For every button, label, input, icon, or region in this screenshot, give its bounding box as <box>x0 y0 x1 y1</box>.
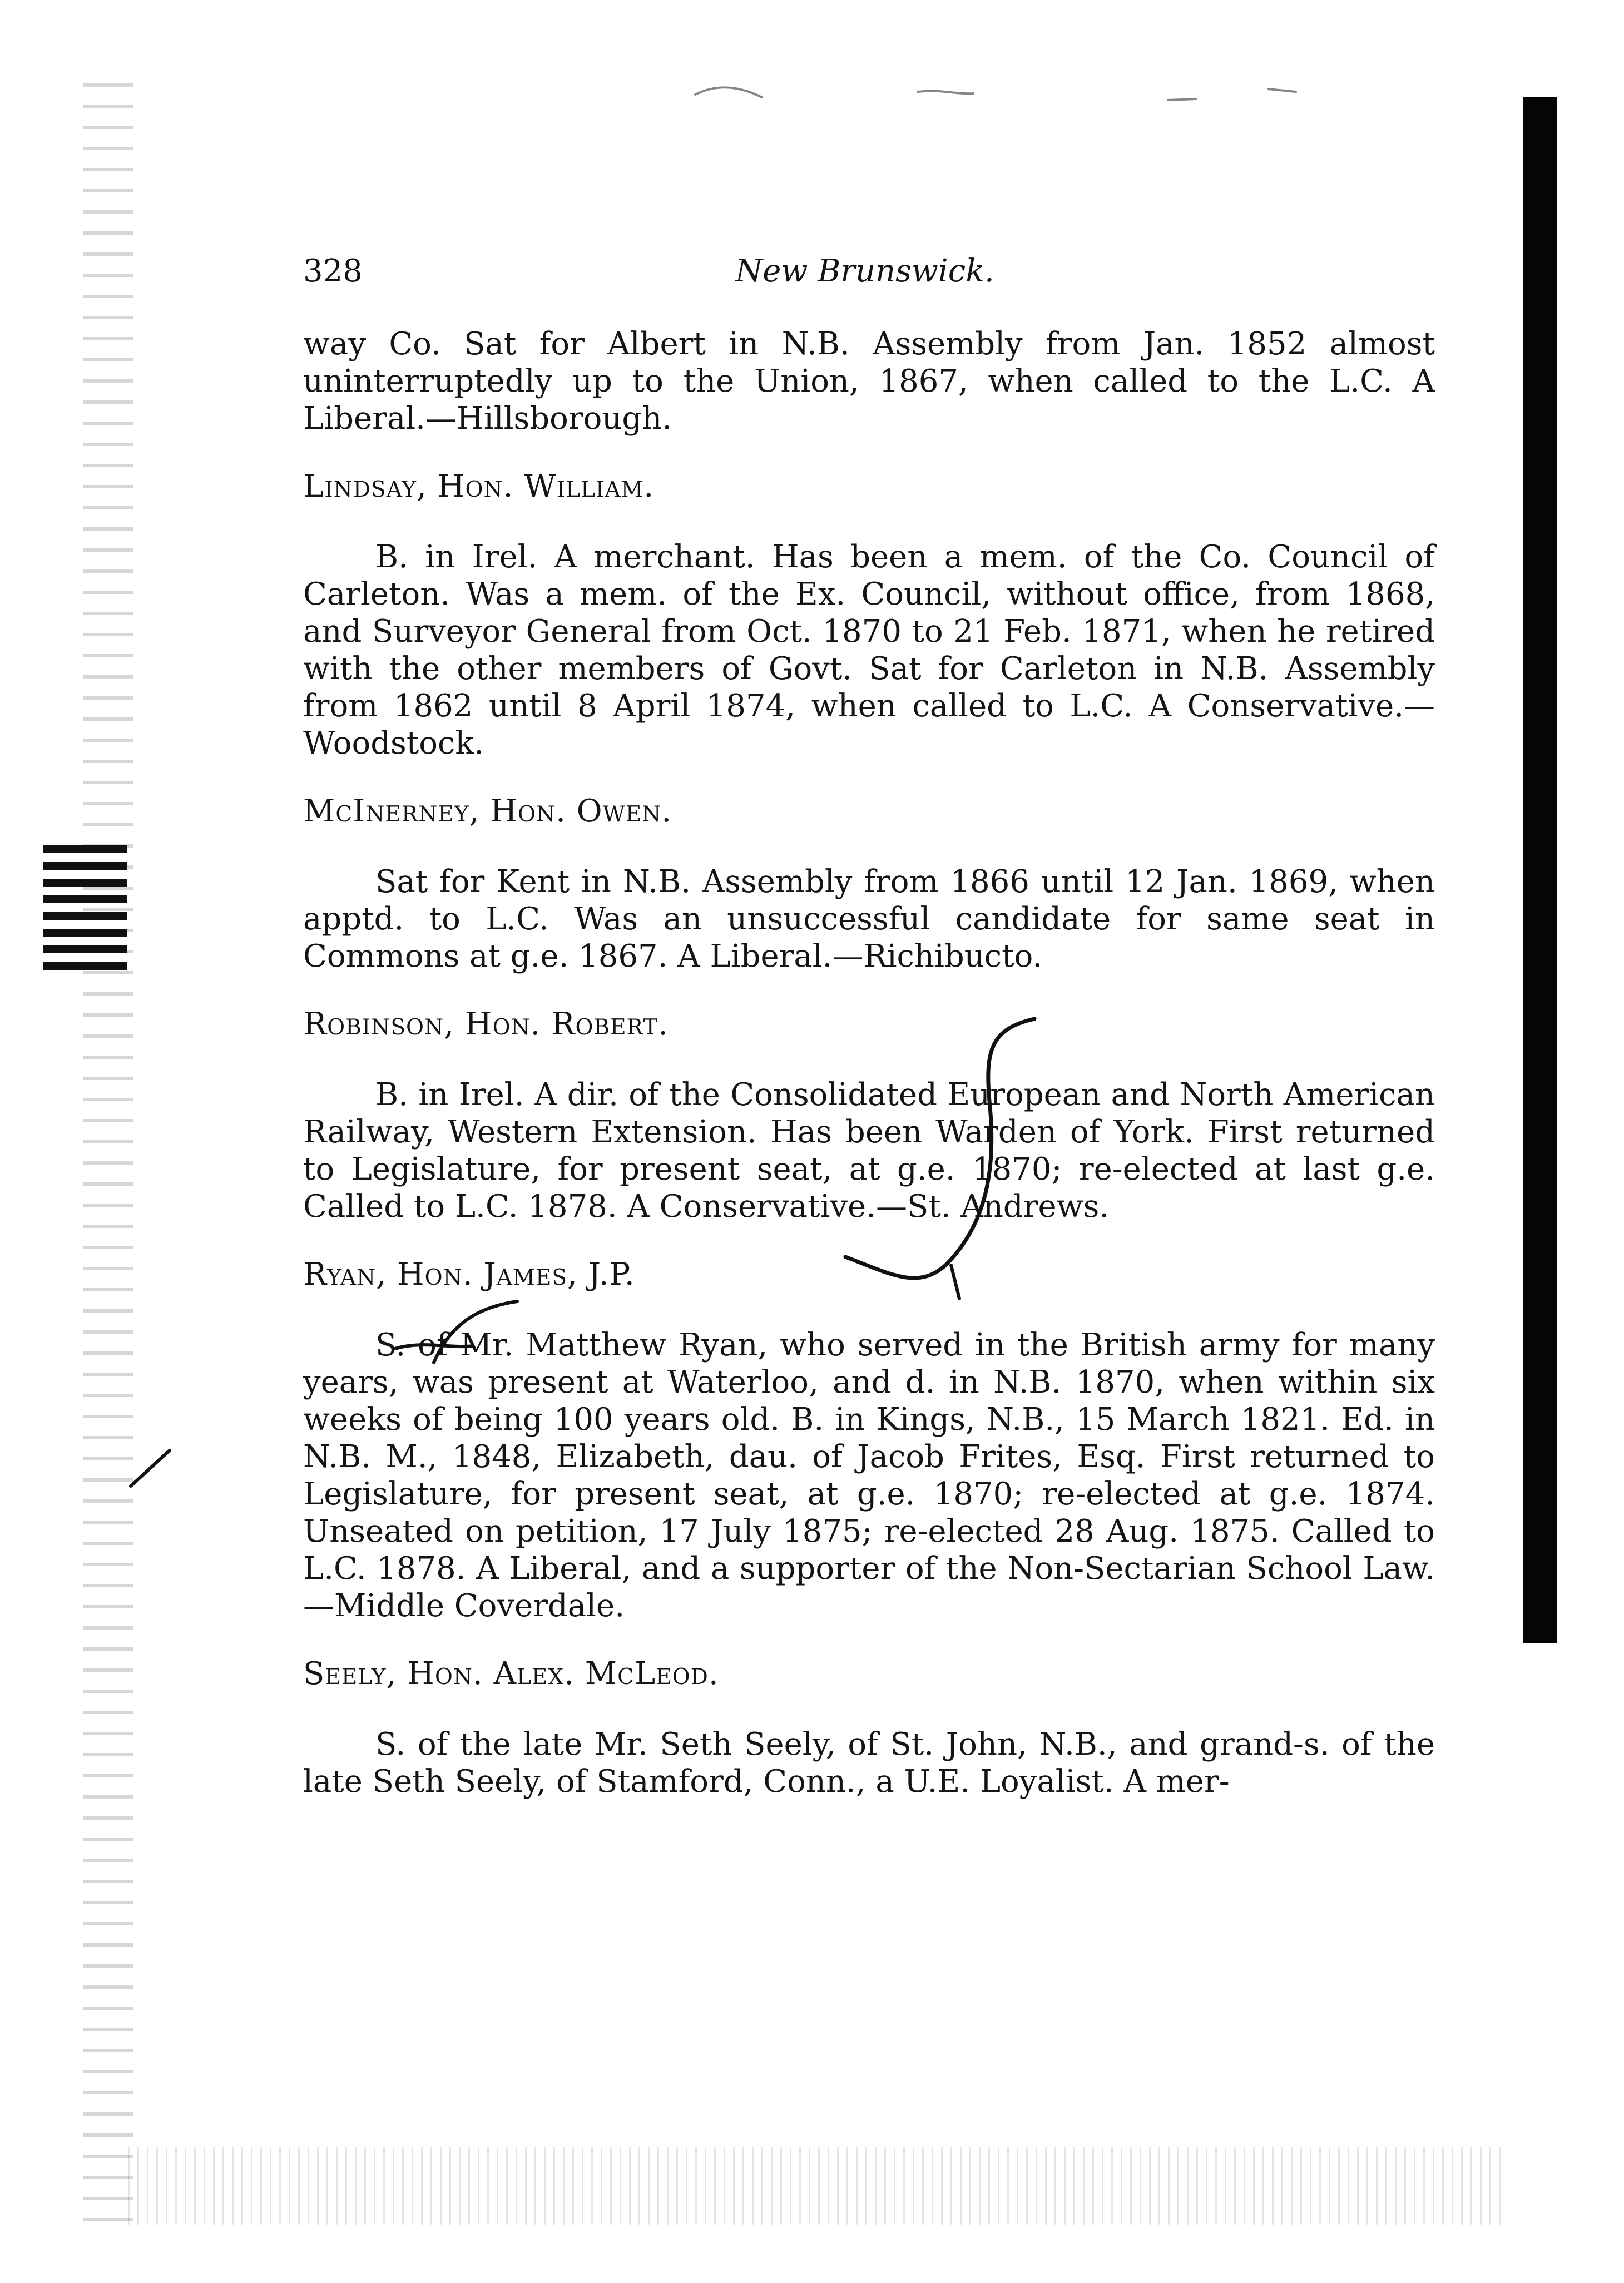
body-text <box>303 325 1435 1800</box>
entry-paragraph-mcinerney: Sat for Kent in N.B. Assembly from 1866 until 12 Jan. 1869, when apptd. to L.C. Was an unsuccessful candidate for same seat in Commons at g.e. 1867. A Liberal.—Richibucto. <box>303 864 1435 974</box>
right-edge-black-bar <box>1523 97 1557 1643</box>
entry-paragraph-ryan: S. of Mr. Matthew Ryan, who served in the British army for many years, was present at Waterloo, and d. in N.B. 1870, when within six weeks of being 100 years old. B. in Kings, N.B., 15 March 1821. Ed. in N.B. M., 1848, Elizabeth, dau. of Jacob Frites, Esq. First returned to Legislature, for present seat, at g.e. 1870; re-elected at g.e. 1874. Unseated on petition, 17 July 1875; re-elected 28 Aug. 1875. Called to L.C. 1878. A Liberal, and a supporter of the Non-Sectarian School Law.—Middle Coverdale. <box>303 1327 1435 1624</box>
entry-paragraph-lindsay: B. in Irel. A merchant. Has been a mem. of the Co. Council of Carleton. Was a mem. of the Ex. Council, without office, from 1868, and Surveyor General from Oct. 1870 to 21 Feb. 1871, when he retired with the other members of Govt. Sat for Carleton in N.B. Assembly from 1862 until 8 April 1874, when called to L.C. A Conservative.—Woodstock. <box>303 539 1435 761</box>
entry-paragraph-robinson: B. in Irel. A dir. of the Consolidated European and North American Railway, Western Extension. Has been Warden of York. First returned to Legislature, for present seat, at g.e. 1870; re-elected at last g.e. Called to L.C. 1878. A Conservative.—St. Andrews. <box>303 1077 1435 1225</box>
bottom-scan-noise <box>128 2147 1507 2225</box>
entry-heading-mcinerney: McInerney, Hon. Owen. <box>303 793 672 829</box>
entry-heading-lindsay: Lindsay, Hon. William. <box>303 468 655 504</box>
left-margin-scan-noise <box>83 83 133 2225</box>
page-header-title: New Brunswick. <box>735 253 994 289</box>
running-head <box>303 253 1427 298</box>
left-margin-dark-marks <box>43 845 127 979</box>
entry-heading-ryan: Ryan, Hon. James, J.P. <box>303 1256 635 1292</box>
top-scan-marks <box>528 72 1474 150</box>
continued-paragraph: way Co. Sat for Albert in N.B. Assembly from Jan. 1852 almost uninterruptedly up to the Union, 1867, when called to the L.C. A Liberal.—Hillsborough. <box>303 326 1435 437</box>
page-number: 328 <box>303 253 363 289</box>
entry-heading-robinson: Robinson, Hon. Robert. <box>303 1006 669 1042</box>
entry-heading-seely: Seely, Hon. Alex. McLeod. <box>303 1656 719 1692</box>
entry-paragraph-seely: S. of the late Mr. Seth Seely, of St. John, N.B., and grand-s. of the late Seth Seely, of Stamford, Conn., a U.E. Loyalist. A mer- <box>303 1726 1435 1800</box>
